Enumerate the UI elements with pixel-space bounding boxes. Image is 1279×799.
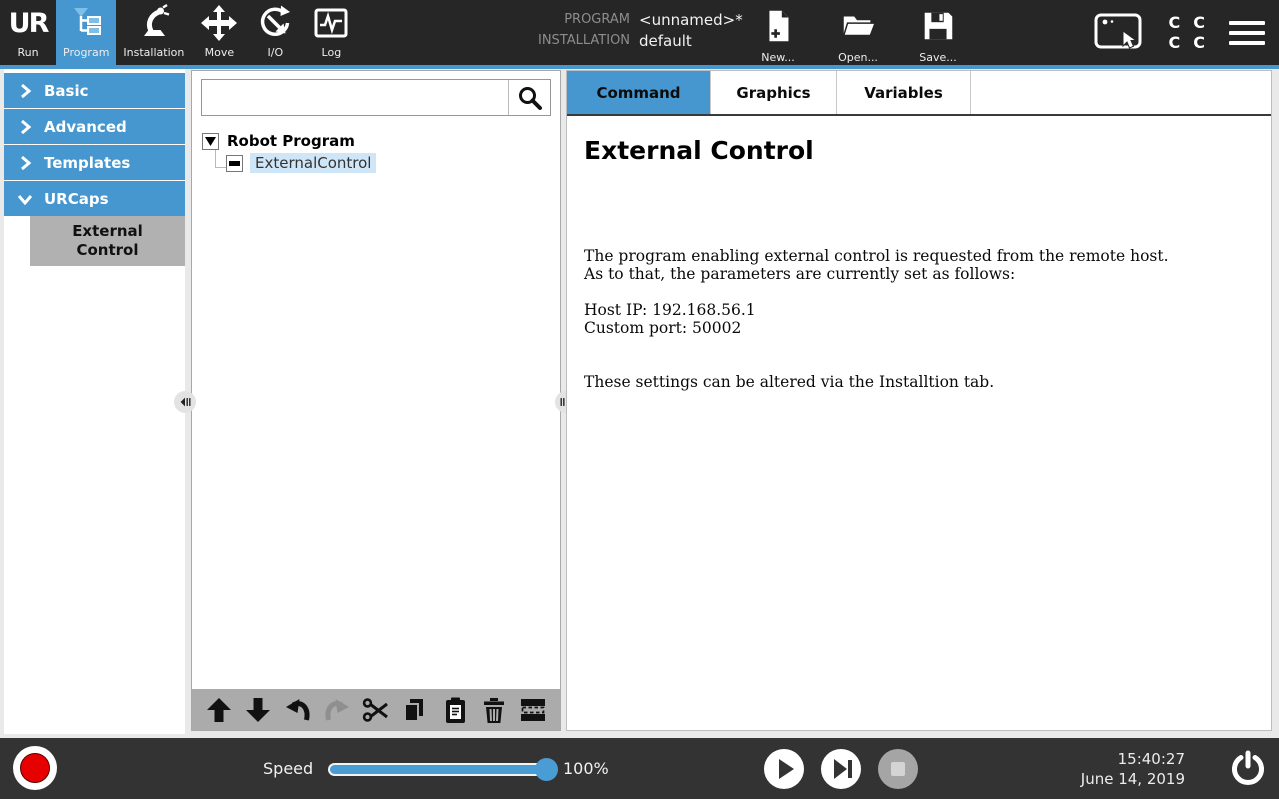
speed-value: 100% — [563, 759, 609, 778]
step-icon — [834, 759, 852, 779]
settings-note: These settings can be altered via the Installtion tab. — [584, 373, 995, 391]
log-waveform-icon — [311, 0, 351, 46]
top-header-bar — [0, 0, 1279, 65]
tree-connector-line — [215, 150, 226, 168]
suppress-button[interactable] — [516, 693, 550, 727]
new-file-icon — [759, 7, 797, 49]
program-value: <unnamed>* — [639, 11, 743, 29]
search-input[interactable] — [202, 80, 508, 115]
nav-tab-log[interactable]: Log — [303, 0, 359, 65]
tab-variables[interactable]: Variables — [837, 71, 971, 114]
copy-button[interactable] — [398, 693, 432, 727]
move-down-button[interactable] — [241, 693, 275, 727]
initialize-robot-button[interactable] — [13, 746, 57, 790]
chevron-down-icon — [18, 192, 32, 206]
copy-icon — [401, 696, 429, 724]
time-display: 15:40:27 — [1117, 750, 1185, 768]
host-ip-value: Host IP: 192.168.56.1 — [584, 301, 756, 319]
sidebar-item-basic[interactable]: Basic — [4, 73, 185, 108]
nav-tab-program[interactable]: Program — [56, 0, 116, 65]
installation-value: default — [639, 32, 692, 50]
program-installation-info — [538, 11, 743, 50]
cut-button[interactable] — [359, 693, 393, 727]
tree-node-external-control[interactable]: ExternalControl — [202, 152, 560, 174]
program-tree-icon — [66, 0, 106, 46]
header-accent-line — [0, 65, 1279, 69]
custom-port-value: Custom port: 50002 — [584, 319, 742, 337]
description-paragraph: The program enabling external control is requested from the remote host. As to that, the parameters are currently set as follows: — [584, 247, 1169, 283]
play-button[interactable] — [764, 749, 804, 789]
redo-button[interactable] — [320, 693, 354, 727]
suppress-icon — [518, 696, 548, 724]
chevron-right-icon — [18, 156, 32, 170]
sidebar-item-external-control[interactable]: External Control — [30, 216, 185, 266]
date-display: June 14, 2019 — [1080, 770, 1185, 788]
undo-button[interactable] — [281, 693, 315, 727]
robot-stopped-indicator — [20, 753, 50, 783]
robot-arm-icon — [134, 0, 174, 46]
undo-icon — [284, 696, 312, 724]
search-button[interactable] — [508, 80, 550, 115]
clock — [1020, 749, 1185, 789]
arrow-down-icon — [244, 696, 272, 724]
tab-bar — [567, 71, 1271, 116]
power-icon — [1228, 749, 1268, 789]
chevron-right-icon — [18, 84, 32, 98]
collapse-left-icon — [178, 395, 192, 409]
redo-icon — [323, 696, 351, 724]
left-sidebar — [4, 69, 185, 734]
shutdown-button[interactable] — [1226, 747, 1270, 791]
program-tree — [192, 116, 560, 174]
bottom-status-bar — [0, 738, 1279, 799]
chevron-right-icon — [18, 120, 32, 134]
save-floppy-icon — [919, 7, 957, 49]
command-panel — [566, 70, 1272, 731]
command-content — [567, 116, 1271, 391]
nav-tab-run[interactable]: UR Run — [0, 0, 56, 65]
search-box — [201, 79, 551, 116]
nav-tab-installation[interactable]: Installation — [116, 0, 191, 65]
open-folder-icon — [839, 7, 877, 49]
main-nav — [0, 0, 359, 65]
speed-slider-handle[interactable] — [535, 758, 558, 781]
program-node-icon — [226, 155, 243, 172]
nav-tab-move[interactable]: Move — [191, 0, 247, 65]
pendant-touch-icon[interactable] — [1093, 7, 1145, 59]
open-button[interactable]: Open... — [830, 7, 886, 64]
paste-button[interactable] — [438, 693, 472, 727]
new-button[interactable]: New... — [750, 7, 806, 64]
stop-button[interactable] — [878, 749, 918, 789]
hamburger-menu-icon[interactable] — [1229, 21, 1265, 45]
installation-label: INSTALLATION — [538, 33, 631, 48]
page-title: External Control — [584, 136, 814, 165]
tab-graphics[interactable]: Graphics — [711, 71, 837, 114]
stop-icon — [891, 762, 905, 776]
sidebar-item-templates[interactable]: Templates — [4, 145, 185, 180]
sidebar-item-urcaps[interactable]: URCaps — [4, 181, 185, 216]
speed-slider[interactable] — [328, 763, 554, 776]
trash-icon — [480, 696, 508, 724]
io-circular-arrows-icon — [255, 0, 295, 46]
collapse-left-splitter[interactable] — [174, 391, 196, 413]
status-letter-grid: C C C C — [1168, 12, 1205, 52]
sidebar-item-advanced[interactable]: Advanced — [4, 109, 185, 144]
save-button[interactable]: Save... — [910, 7, 966, 64]
header-right-group — [1093, 0, 1266, 65]
search-icon — [517, 85, 543, 111]
scissors-icon — [362, 696, 390, 724]
play-icon — [779, 759, 794, 779]
arrow-up-icon — [205, 696, 233, 724]
nav-tab-io[interactable]: I/O — [247, 0, 303, 65]
ur-logo-icon: UR — [8, 7, 48, 39]
file-buttons — [750, 7, 966, 64]
move-up-button[interactable] — [202, 693, 236, 727]
speed-label: Speed — [263, 759, 314, 778]
expander-triangle-icon[interactable] — [202, 133, 219, 150]
parameter-values — [584, 301, 1251, 337]
program-tree-panel — [191, 70, 561, 731]
move-arrows-icon — [199, 0, 239, 46]
paste-clipboard-icon — [441, 696, 469, 724]
tree-toolbar — [192, 689, 560, 730]
delete-button[interactable] — [477, 693, 511, 727]
tab-command[interactable]: Command — [567, 71, 711, 114]
program-label: PROGRAM — [564, 12, 630, 27]
tree-node-robot-program[interactable]: Robot Program — [202, 130, 560, 152]
step-button[interactable] — [821, 749, 861, 789]
